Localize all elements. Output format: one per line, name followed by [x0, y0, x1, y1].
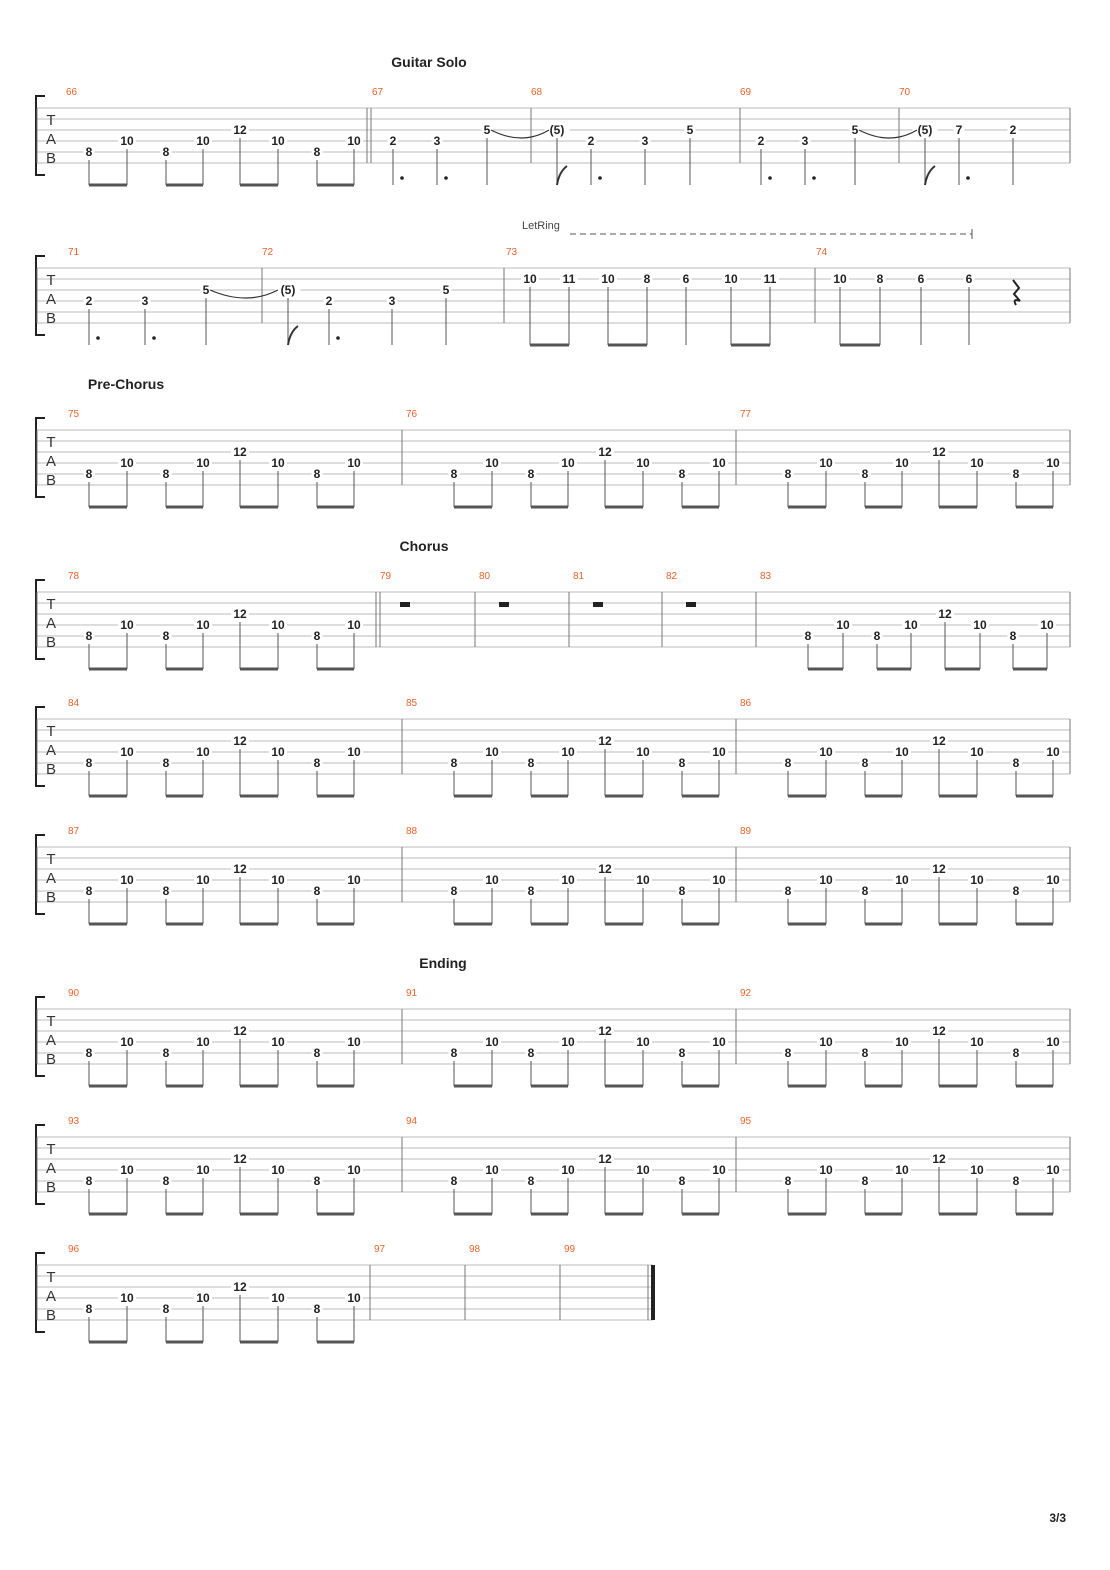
- measure-number: 67: [372, 87, 384, 98]
- dot: [96, 336, 100, 340]
- fret-number: 8: [527, 1046, 535, 1060]
- fret-number: 12: [233, 862, 247, 876]
- fret-number: 8: [313, 145, 321, 159]
- measure-number: 94: [406, 1116, 418, 1127]
- tab-clef-letter: T: [46, 723, 56, 740]
- fret-number: 8: [85, 629, 93, 643]
- fret-number: 12: [598, 445, 612, 459]
- tab-clef-letter: B: [45, 1051, 57, 1068]
- fret-number: 10: [523, 272, 537, 286]
- let-ring-label: LetRing: [522, 220, 560, 232]
- fret-number: 8: [678, 1174, 686, 1188]
- fret-number: 12: [598, 862, 612, 876]
- measure-number: 71: [68, 247, 80, 258]
- measure-number: 79: [380, 571, 392, 582]
- fret-number: 8: [162, 467, 170, 481]
- fret-number: 10: [819, 1035, 833, 1049]
- tab-clef-letter: T: [46, 1013, 56, 1030]
- tab-clef-letter: T: [46, 596, 56, 613]
- fret-number: 10: [895, 1163, 909, 1177]
- fret-number: 8: [313, 629, 321, 643]
- tab-clef-letter: B: [45, 1179, 57, 1196]
- fret-number: 10: [120, 134, 134, 148]
- fret-number: 10: [196, 456, 210, 470]
- measure-number: 66: [66, 87, 78, 98]
- fret-number: 3: [388, 294, 396, 308]
- fret-number: 10: [196, 1291, 210, 1305]
- fret-number: 10: [1046, 1035, 1060, 1049]
- fret-number: 12: [598, 1152, 612, 1166]
- fret-number: 8: [313, 467, 321, 481]
- fret-number: 10: [120, 1291, 134, 1305]
- fret-number: 8: [450, 1174, 458, 1188]
- measure-number: 99: [564, 1244, 576, 1255]
- fret-number: 12: [233, 123, 247, 137]
- measure-number: 87: [68, 826, 80, 837]
- fret-number: 11: [763, 272, 777, 286]
- fret-number: 10: [347, 1163, 361, 1177]
- fret-number: 10: [712, 1035, 726, 1049]
- fret-number: 12: [233, 607, 247, 621]
- fret-number: 8: [162, 145, 170, 159]
- fret-number: 10: [196, 1035, 210, 1049]
- fret-number: 12: [233, 445, 247, 459]
- tab-clef-letter: A: [45, 453, 57, 470]
- fret-number: 12: [932, 1152, 946, 1166]
- fret-number: 8: [450, 467, 458, 481]
- measure-number: 78: [68, 571, 80, 582]
- fret-number: 12: [233, 1280, 247, 1294]
- eighth-flag: [288, 326, 298, 345]
- fret-number: 8: [527, 884, 535, 898]
- fret-number: 8: [678, 467, 686, 481]
- tab-clef-letter: A: [45, 291, 57, 308]
- fret-number: 8: [784, 1046, 792, 1060]
- fret-number: 10: [970, 1035, 984, 1049]
- fret-number: 10: [347, 618, 361, 632]
- fret-number: 8: [527, 1174, 535, 1188]
- fret-number: 10: [895, 873, 909, 887]
- fret-number: 5: [202, 283, 210, 297]
- fret-number: 10: [196, 1163, 210, 1177]
- fret-number: 8: [527, 467, 535, 481]
- fret-number: 8: [450, 756, 458, 770]
- fret-number: 3: [141, 294, 149, 308]
- measure-number: 80: [479, 571, 491, 582]
- measure-number: 85: [406, 698, 418, 709]
- fret-number: 8: [804, 629, 812, 643]
- dot: [812, 176, 816, 180]
- fret-number: 12: [938, 607, 952, 621]
- fret-number: 10: [636, 873, 650, 887]
- fret-number: 10: [561, 873, 575, 887]
- fret-number: 10: [904, 618, 918, 632]
- fret-number: 8: [861, 467, 869, 481]
- tab-clef-letter: T: [46, 434, 56, 451]
- tab-clef-letter: A: [45, 131, 57, 148]
- fret-number: 10: [561, 456, 575, 470]
- fret-number: 10: [347, 873, 361, 887]
- fret-number: 10: [271, 134, 285, 148]
- fret-number: 8: [85, 756, 93, 770]
- final-barline: [651, 1265, 655, 1320]
- fret-number: 3: [641, 134, 649, 148]
- fret-number: 8: [450, 1046, 458, 1060]
- fret-number: 12: [233, 1024, 247, 1038]
- fret-number: 10: [712, 1163, 726, 1177]
- tie: [859, 130, 917, 138]
- measure-number: 72: [262, 247, 274, 258]
- tab-clef-letter: B: [45, 150, 57, 167]
- fret-number: 10: [1046, 1163, 1060, 1177]
- fret-number: 8: [873, 629, 881, 643]
- fret-number: 8: [313, 756, 321, 770]
- fret-number: 8: [85, 1302, 93, 1316]
- fret-number: 8: [861, 756, 869, 770]
- fret-number: 8: [1012, 467, 1020, 481]
- fret-number: 10: [836, 618, 850, 632]
- tab-clef-letter: A: [45, 1032, 57, 1049]
- fret-number: 10: [196, 745, 210, 759]
- fret-number: 10: [819, 1163, 833, 1177]
- fret-number: 12: [598, 734, 612, 748]
- fret-number: 12: [598, 1024, 612, 1038]
- measure-number: 97: [374, 1244, 386, 1255]
- tab-clef-letter: B: [45, 472, 57, 489]
- fret-number: 10: [120, 1035, 134, 1049]
- fret-number: 10: [1046, 873, 1060, 887]
- fret-number: 10: [712, 873, 726, 887]
- fret-number: 10: [271, 745, 285, 759]
- fret-number: 10: [347, 456, 361, 470]
- fret-number: 11: [562, 272, 576, 286]
- fret-number: 8: [313, 1046, 321, 1060]
- fret-number: 12: [932, 1024, 946, 1038]
- fret-number: 10: [196, 618, 210, 632]
- measure-number: 90: [68, 988, 80, 999]
- fret-number: 8: [1009, 629, 1017, 643]
- measure-number: 86: [740, 698, 752, 709]
- fret-number: 8: [162, 756, 170, 770]
- dot: [336, 336, 340, 340]
- fret-number: 8: [85, 467, 93, 481]
- tab-clef-letter: T: [46, 272, 56, 289]
- fret-number: 10: [271, 1291, 285, 1305]
- measure-number: 76: [406, 409, 418, 420]
- fret-number: 8: [313, 1302, 321, 1316]
- dot: [444, 176, 448, 180]
- fret-number: 6: [917, 272, 925, 286]
- fret-number: 10: [120, 873, 134, 887]
- fret-number: 10: [485, 1163, 499, 1177]
- fret-number: 10: [120, 745, 134, 759]
- tab-clef-letter: B: [45, 310, 57, 327]
- fret-number: 10: [485, 873, 499, 887]
- fret-number: 2: [389, 134, 397, 148]
- fret-number: 10: [271, 456, 285, 470]
- section-title: Chorus: [399, 538, 449, 554]
- fret-number: 10: [895, 1035, 909, 1049]
- fret-number: 2: [587, 134, 595, 148]
- tab-clef-letter: B: [45, 889, 57, 906]
- fret-number: 8: [784, 756, 792, 770]
- tab-clef-letter: B: [45, 1307, 57, 1324]
- fret-number: 8: [678, 1046, 686, 1060]
- fret-number: 10: [895, 456, 909, 470]
- dot: [768, 176, 772, 180]
- half-rest: [686, 602, 696, 607]
- tab-clef-letter: A: [45, 1160, 57, 1177]
- measure-number: 95: [740, 1116, 752, 1127]
- tab-clef-letter: A: [45, 742, 57, 759]
- fret-number: 8: [1012, 756, 1020, 770]
- fret-number: 10: [970, 1163, 984, 1177]
- fret-number: 8: [85, 1046, 93, 1060]
- fret-number: 10: [601, 272, 615, 286]
- fret-number: 8: [861, 1046, 869, 1060]
- fret-number: 6: [965, 272, 973, 286]
- measure-number: 73: [506, 247, 518, 258]
- fret-number: 10: [973, 618, 987, 632]
- page-number: 3/3: [1049, 1511, 1066, 1525]
- dot: [400, 176, 404, 180]
- measure-number: 83: [760, 571, 772, 582]
- fret-number: 10: [347, 1291, 361, 1305]
- dot: [966, 176, 970, 180]
- fret-number: (5): [280, 283, 296, 297]
- fret-number: 10: [485, 1035, 499, 1049]
- tab-clef-letter: B: [45, 634, 57, 651]
- fret-number: 8: [85, 1174, 93, 1188]
- dot: [152, 336, 156, 340]
- measure-number: 82: [666, 571, 678, 582]
- fret-number: 10: [485, 456, 499, 470]
- fret-number: 8: [861, 884, 869, 898]
- fret-number: 10: [196, 134, 210, 148]
- fret-number: 10: [196, 873, 210, 887]
- fret-number: 8: [162, 884, 170, 898]
- fret-number: 10: [561, 1035, 575, 1049]
- fret-number: 10: [347, 745, 361, 759]
- fret-number: 10: [636, 456, 650, 470]
- fret-number: 10: [271, 618, 285, 632]
- measure-number: 69: [740, 87, 752, 98]
- fret-number: 8: [1012, 884, 1020, 898]
- fret-number: (5): [549, 123, 565, 137]
- fret-number: 2: [757, 134, 765, 148]
- measure-number: 74: [816, 247, 828, 258]
- fret-number: 8: [162, 1302, 170, 1316]
- fret-number: 10: [970, 745, 984, 759]
- fret-number: 10: [819, 873, 833, 887]
- measure-number: 70: [899, 87, 911, 98]
- measure-number: 93: [68, 1116, 80, 1127]
- fret-number: 6: [682, 272, 690, 286]
- fret-number: 10: [636, 745, 650, 759]
- fret-number: 10: [1040, 618, 1054, 632]
- fret-number: 8: [162, 1174, 170, 1188]
- eighth-flag: [925, 166, 935, 185]
- fret-number: 3: [801, 134, 809, 148]
- fret-number: 10: [347, 134, 361, 148]
- fret-number: 10: [485, 745, 499, 759]
- fret-number: 12: [233, 1152, 247, 1166]
- eighth-flag: [557, 166, 567, 185]
- fret-number: 10: [561, 1163, 575, 1177]
- fret-number: 8: [313, 884, 321, 898]
- fret-number: 5: [851, 123, 859, 137]
- fret-number: 8: [1012, 1046, 1020, 1060]
- fret-number: 8: [162, 629, 170, 643]
- fret-number: 8: [784, 467, 792, 481]
- fret-number: 8: [784, 884, 792, 898]
- half-rest: [593, 602, 603, 607]
- fret-number: 10: [347, 1035, 361, 1049]
- fret-number: 10: [120, 618, 134, 632]
- fret-number: 5: [686, 123, 694, 137]
- fret-number: 12: [932, 445, 946, 459]
- fret-number: 3: [433, 134, 441, 148]
- fret-number: 5: [483, 123, 491, 137]
- tab-clef-letter: A: [45, 1288, 57, 1305]
- measure-number: 89: [740, 826, 752, 837]
- fret-number: 8: [861, 1174, 869, 1188]
- fret-number: 8: [678, 884, 686, 898]
- half-rest: [499, 602, 509, 607]
- fret-number: 10: [120, 456, 134, 470]
- fret-number: 8: [450, 884, 458, 898]
- fret-number: 10: [561, 745, 575, 759]
- fret-number: (5): [917, 123, 933, 137]
- fret-number: 10: [271, 1035, 285, 1049]
- fret-number: 2: [325, 294, 333, 308]
- fret-number: 2: [85, 294, 93, 308]
- tab-clef-letter: T: [46, 1141, 56, 1158]
- fret-number: 8: [643, 272, 651, 286]
- tie: [210, 290, 278, 298]
- fret-number: 10: [271, 1163, 285, 1177]
- section-title: Pre-Chorus: [87, 376, 165, 392]
- measure-number: 91: [406, 988, 418, 999]
- tab-clef-letter: T: [46, 851, 56, 868]
- tie: [491, 130, 549, 138]
- fret-number: 10: [895, 745, 909, 759]
- fret-number: 10: [833, 272, 847, 286]
- fret-number: 8: [85, 884, 93, 898]
- measure-number: 77: [740, 409, 752, 420]
- tab-clef-letter: T: [46, 1269, 56, 1286]
- measure-number: 84: [68, 698, 80, 709]
- fret-number: 12: [932, 734, 946, 748]
- fret-number: 8: [678, 756, 686, 770]
- fret-number: 10: [271, 873, 285, 887]
- measure-number: 92: [740, 988, 752, 999]
- measure-number: 96: [68, 1244, 80, 1255]
- fret-number: 10: [970, 873, 984, 887]
- fret-number: 8: [784, 1174, 792, 1188]
- fret-number: 12: [932, 862, 946, 876]
- tab-clef-letter: B: [45, 761, 57, 778]
- fret-number: 10: [120, 1163, 134, 1177]
- half-rest: [400, 602, 410, 607]
- measure-number: 81: [573, 571, 585, 582]
- tab-clef-letter: A: [45, 870, 57, 887]
- fret-number: 10: [712, 745, 726, 759]
- fret-number: 10: [819, 745, 833, 759]
- fret-number: 10: [636, 1163, 650, 1177]
- fret-number: 8: [162, 1046, 170, 1060]
- section-title: Ending: [419, 955, 467, 971]
- fret-number: 10: [712, 456, 726, 470]
- fret-number: 10: [636, 1035, 650, 1049]
- measure-number: 75: [68, 409, 80, 420]
- tab-clef-letter: A: [45, 615, 57, 632]
- fret-number: 8: [527, 756, 535, 770]
- measure-number: 98: [469, 1244, 481, 1255]
- tab-clef-letter: T: [46, 112, 56, 129]
- section-title: Guitar Solo: [391, 54, 467, 70]
- fret-number: 10: [970, 456, 984, 470]
- fret-number: 8: [876, 272, 884, 286]
- fret-number: 12: [233, 734, 247, 748]
- fret-number: 10: [1046, 456, 1060, 470]
- fret-number: 8: [1012, 1174, 1020, 1188]
- fret-number: 10: [724, 272, 738, 286]
- fret-number: 7: [955, 123, 963, 137]
- fret-number: 5: [442, 283, 450, 297]
- measure-number: 68: [531, 87, 543, 98]
- dot: [598, 176, 602, 180]
- fret-number: 2: [1009, 123, 1017, 137]
- measure-number: 88: [406, 826, 418, 837]
- fret-number: 10: [1046, 745, 1060, 759]
- fret-number: 10: [819, 456, 833, 470]
- fret-number: 8: [313, 1174, 321, 1188]
- fret-number: 8: [85, 145, 93, 159]
